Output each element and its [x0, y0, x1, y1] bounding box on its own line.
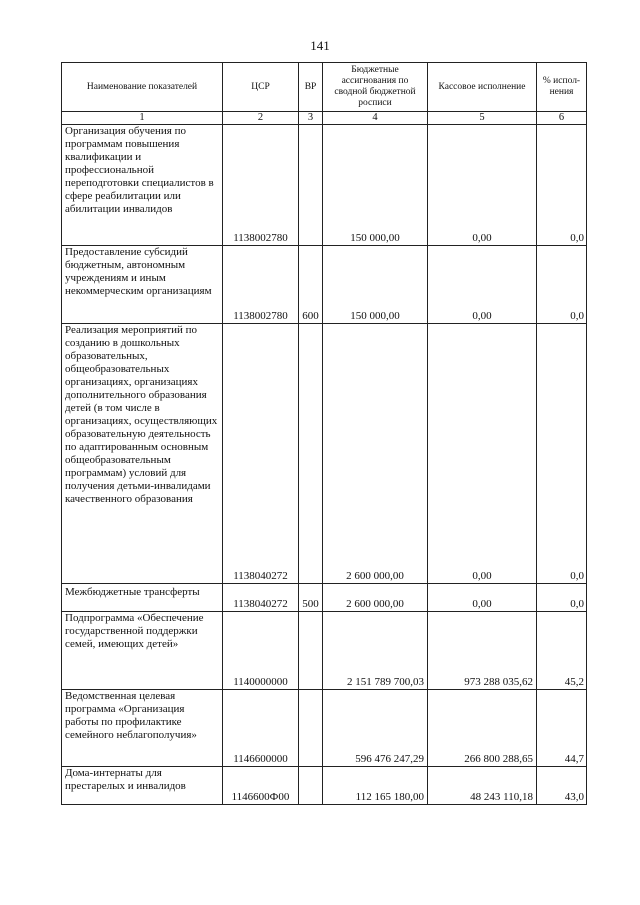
table-row: [62, 584, 587, 612]
row-csr: 1138002780: [223, 246, 299, 324]
column-number: 6: [537, 112, 587, 125]
row-name: Предоставление субсидий бюджетным, автономным учреждениям и иным некоммерческим организациям: [62, 246, 223, 324]
table-row: [62, 612, 587, 690]
row-cash: 0,00: [428, 125, 537, 246]
column-number: 5: [428, 112, 537, 125]
row-vr: [299, 767, 323, 805]
row-vr: 600: [299, 246, 323, 324]
row-budget: 2 151 789 700,03: [323, 612, 428, 690]
table-row: [62, 324, 587, 584]
header-csr: ЦСР: [223, 63, 299, 112]
row-budget: 596 476 247,29: [323, 690, 428, 767]
row-csr: 1138002780: [223, 125, 299, 246]
row-cash: 266 800 288,65: [428, 690, 537, 767]
column-number: 4: [323, 112, 428, 125]
row-percent: 0,0: [537, 246, 587, 324]
row-budget: 2 600 000,00: [323, 324, 428, 584]
row-vr: [299, 324, 323, 584]
row-cash: 0,00: [428, 324, 537, 584]
row-percent: 0,0: [537, 125, 587, 246]
row-csr: 1140000000: [223, 612, 299, 690]
row-vr: [299, 612, 323, 690]
row-cash: 0,00: [428, 584, 537, 612]
table-header-row: [62, 63, 587, 112]
row-vr: [299, 125, 323, 246]
row-csr: 1138040272: [223, 324, 299, 584]
row-name: Реализация мероприятий по созданию в дошкольных образовательных, общеобразовательных организациях, организациях дополнительного образования детей (в том числе в организациях, осуществляющих образовательную деятельность по адаптированным основным общеобразовательным программам) условий для получения детьми-инвалидами качественного образования: [62, 324, 223, 584]
column-numbers-row: [62, 112, 587, 125]
row-name: Межбюджетные трансферты: [62, 584, 223, 612]
row-cash: 973 288 035,62: [428, 612, 537, 690]
table-row: [62, 690, 587, 767]
table-row: [62, 246, 587, 324]
table-row: [62, 125, 587, 246]
row-budget: 112 165 180,00: [323, 767, 428, 805]
row-name: Организация обучения по программам повышения квалификации и профессиональной переподготовки специалистов в сфере реабилитации или абилитации инвалидов: [62, 125, 223, 246]
column-number: 3: [299, 112, 323, 125]
row-percent: 0,0: [537, 584, 587, 612]
row-name: Ведомственная целевая программа «Организация работы по профилактике семейного неблагополучия»: [62, 690, 223, 767]
header-cash-execution: Кассовое исполнение: [428, 63, 537, 112]
page-number: 141: [310, 38, 330, 53]
row-percent: 44,7: [537, 690, 587, 767]
row-cash: 48 243 110,18: [428, 767, 537, 805]
column-number: 1: [62, 112, 223, 125]
header-execution-percent: % испол-нения: [537, 63, 587, 112]
budget-execution-table: [61, 62, 587, 805]
row-budget: 150 000,00: [323, 246, 428, 324]
row-name: Подпрограмма «Обеспечение государственной поддержки семей, имеющих детей»: [62, 612, 223, 690]
row-percent: 0,0: [537, 324, 587, 584]
row-csr: 1146600Ф00: [223, 767, 299, 805]
header-budget-allocations: Бюджетные ассигнования по сводной бюджетной росписи: [323, 63, 428, 112]
row-csr: 1146600000: [223, 690, 299, 767]
row-name: Дома-интернаты для престарелых и инвалидов: [62, 767, 223, 805]
row-percent: 43,0: [537, 767, 587, 805]
header-vr: ВР: [299, 63, 323, 112]
row-cash: 0,00: [428, 246, 537, 324]
column-number: 2: [223, 112, 299, 125]
row-budget: 2 600 000,00: [323, 584, 428, 612]
row-csr: 1138040272: [223, 584, 299, 612]
row-budget: 150 000,00: [323, 125, 428, 246]
row-vr: [299, 690, 323, 767]
table-row: [62, 767, 587, 805]
row-percent: 45,2: [537, 612, 587, 690]
header-indicator-name: Наименование показателей: [62, 63, 223, 112]
row-vr: 500: [299, 584, 323, 612]
